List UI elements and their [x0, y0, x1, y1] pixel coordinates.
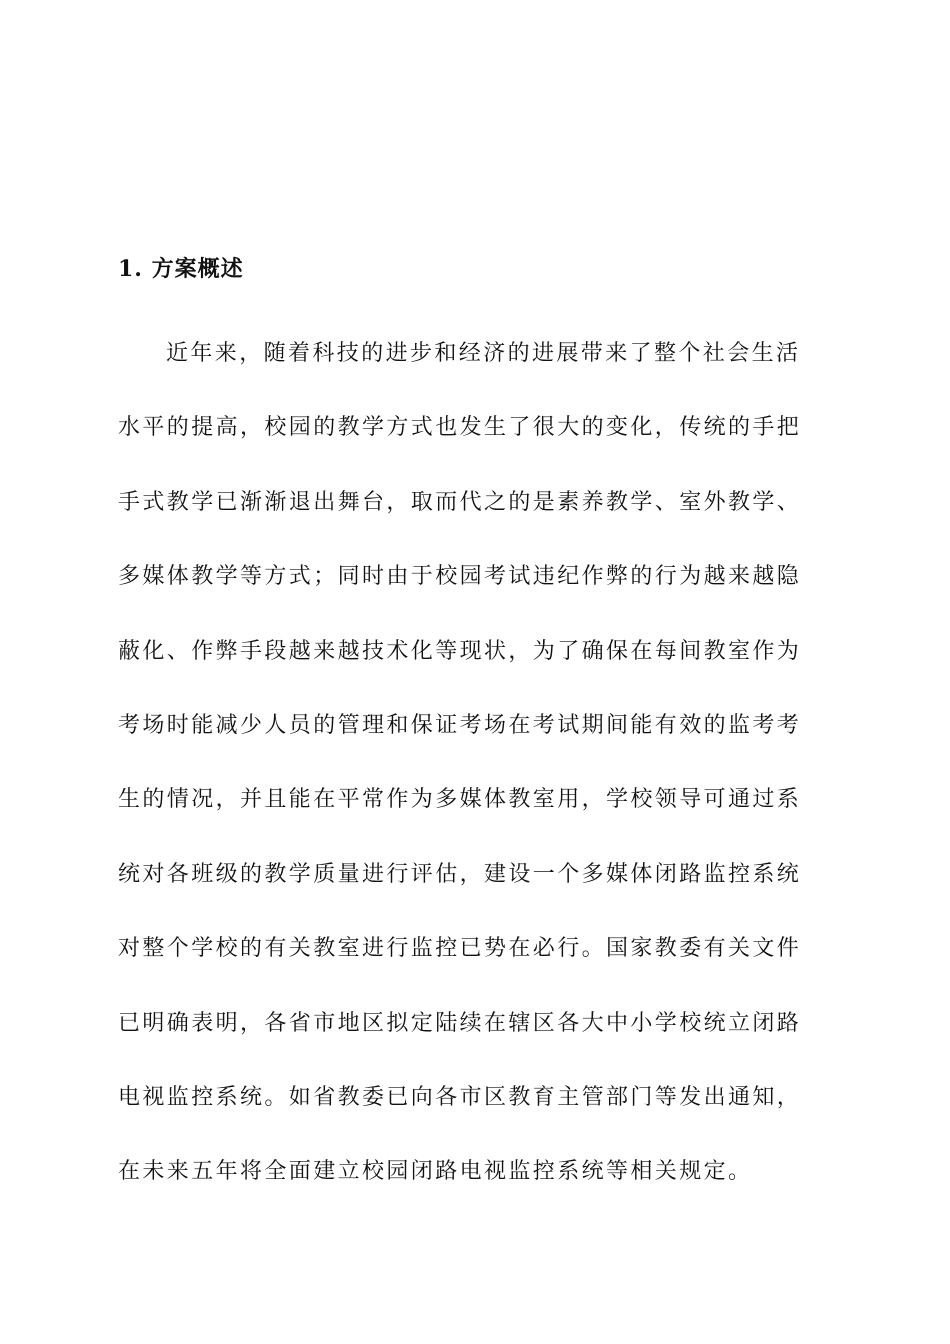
paragraph-line: 已明确表明，各省市地区拟定陆续在辖区各大中小学校统立闭路 [118, 1010, 802, 1036]
paragraph-line: 电视监控系统。如省教委已向各市区教育主管部门等发出通知， [118, 1084, 802, 1110]
paragraph-line: 蔽化、作弊手段越来越技术化等现状，为了确保在每间教室作为 [118, 638, 802, 664]
paragraph-line: 在未来五年将全面建立校园闭路电视监控系统等相关规定。 [118, 1159, 753, 1185]
paragraph-line: 对整个学校的有关教室进行监控已势在必行。国家教委有关文件 [118, 936, 802, 962]
paragraph-line: 生的情况，并且能在平常作为多媒体教室用，学校领导可通过系 [118, 787, 802, 813]
paragraph-line: 多媒体教学等方式；同时由于校园考试违纪作弊的行为越来越隐 [118, 564, 802, 590]
section-heading: 1. 方案概述 [118, 256, 244, 282]
paragraph-line: 手式教学已渐渐退出舞台，取而代之的是素养教学、室外教学、 [118, 489, 802, 515]
paragraph-line: 水平的提高，校园的教学方式也发生了很大的变化，传统的手把 [118, 415, 802, 441]
section-body [118, 338, 834, 1231]
paragraph-line: 统对各班级的教学质量进行评估，建设一个多媒体闭路监控系统 [118, 861, 802, 887]
paragraph-line: 近年来，随着科技的进步和经济的进展带来了整个社会生活 [166, 341, 801, 366]
paragraph-line: 考场时能减少人员的管理和保证考场在考试期间能有效的监考考 [118, 712, 802, 738]
